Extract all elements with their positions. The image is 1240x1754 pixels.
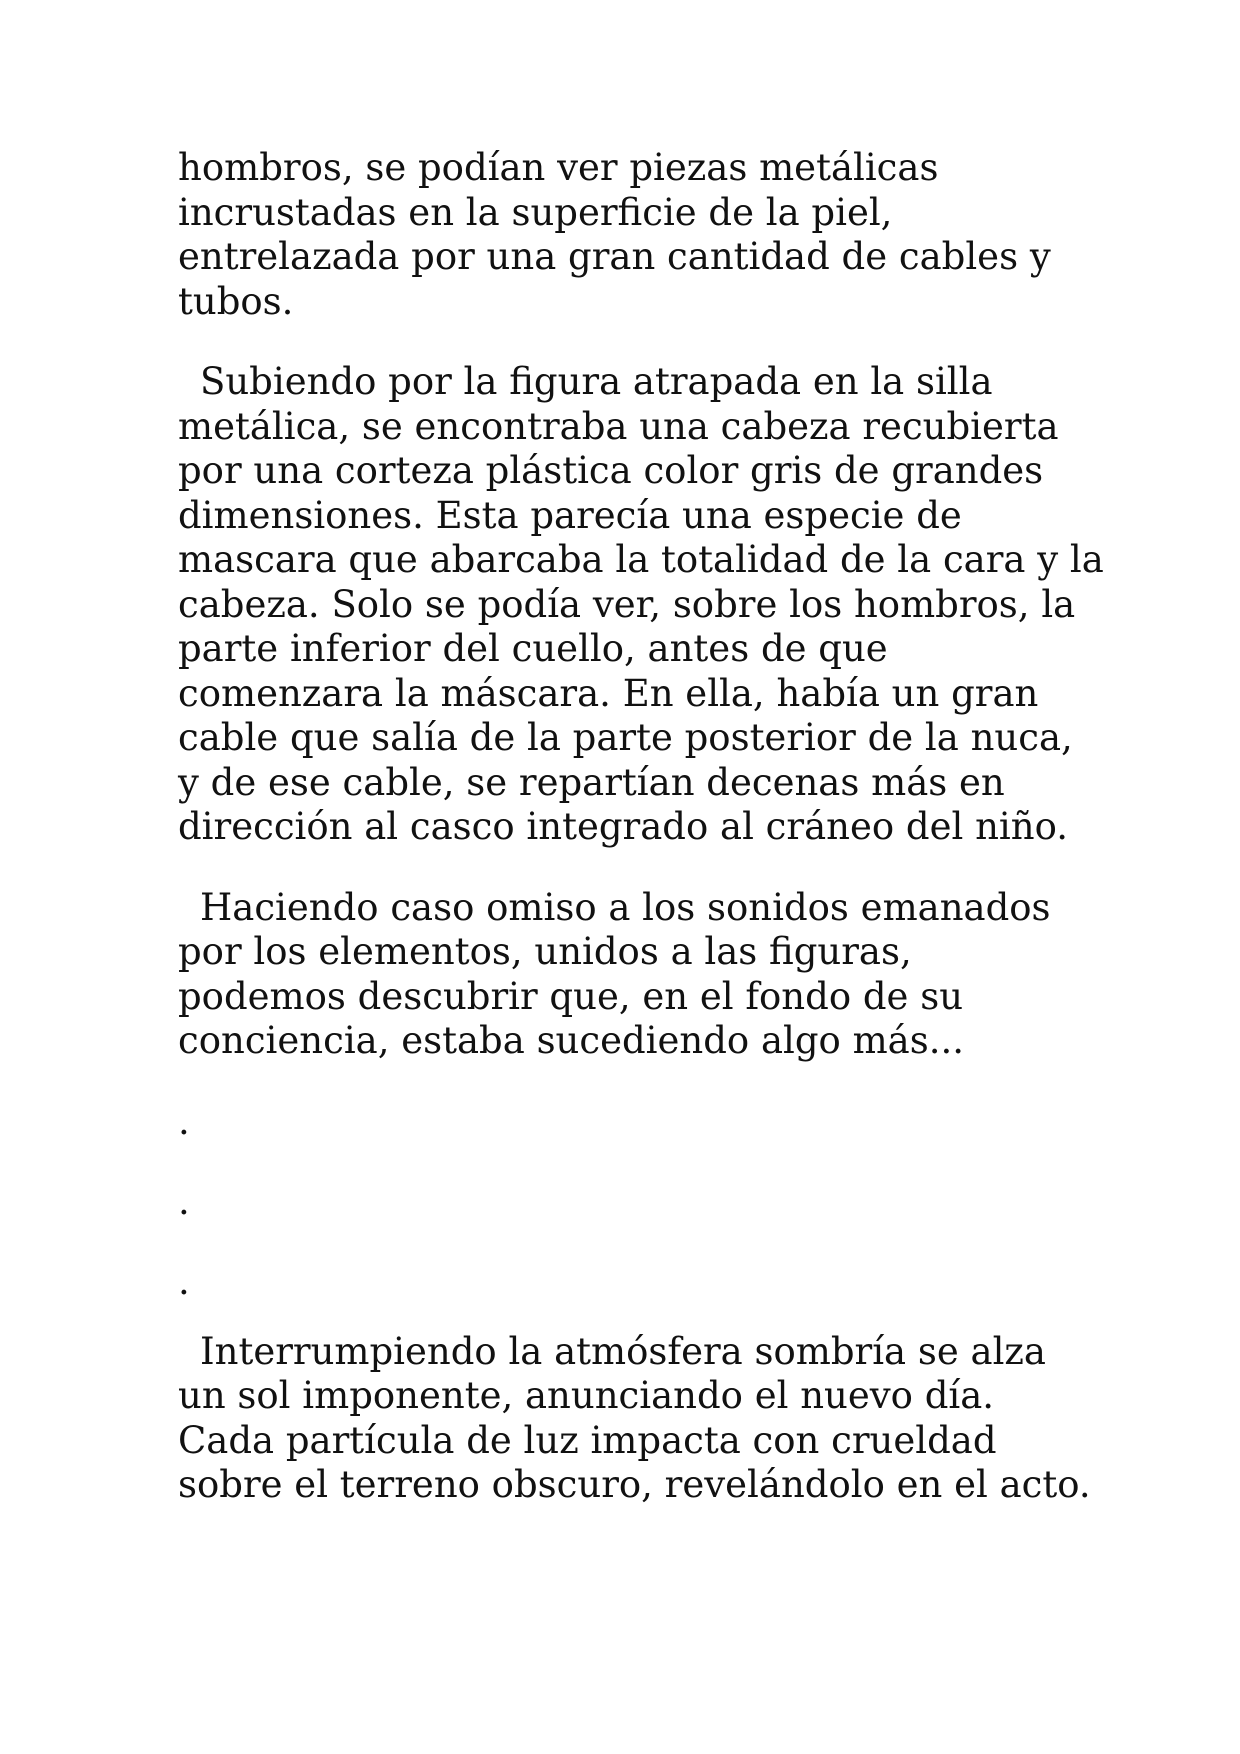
text-line: dimensiones. Esta parecía una especie de [178, 493, 962, 537]
paragraph-1 [178, 146, 1138, 324]
text-line: podemos descubrir que, en el fondo de su [178, 974, 964, 1018]
text-line: por los elementos, unidos a las figuras, [178, 930, 912, 973]
text-line: por una corteza plástica color gris de grandes [178, 449, 1044, 492]
text-line: cabeza. Solo se podía ver, sobre los hombros, la [178, 582, 1076, 626]
text-line: Interrumpiendo la atmósfera sombría se alza [200, 1329, 1046, 1373]
page-text [178, 146, 1138, 1508]
paragraph-4 [178, 1330, 1138, 1508]
text-line: hombros, se podían ver piezas metálicas [178, 146, 939, 189]
text-line: y de ese cable, se repartían decenas más en [178, 760, 1005, 804]
text-line: conciencia, estaba sucediendo algo más... [178, 1019, 964, 1062]
text-line: Subiendo por la figura atrapada en la silla [200, 360, 993, 403]
text-line: incrustadas en la superficie de la piel, [178, 190, 893, 234]
text-line: cable que salía de la parte posterior de la nuca, [178, 716, 1073, 759]
text-line: sobre el terreno obscuro, revelándolo en el acto. [178, 1463, 1091, 1506]
text-line: Cada partícula de luz impacta con crueldad [178, 1418, 997, 1462]
separator-dot: . [178, 1099, 190, 1143]
separator-dot: . [178, 1179, 190, 1223]
text-line: tubos. [178, 279, 294, 323]
text-line: Haciendo caso omiso a los sonidos emanados [200, 885, 1051, 929]
scene-break-dots [178, 1082, 1138, 1322]
paragraph-2 [178, 360, 1138, 850]
text-line: parte inferior del cuello, antes de que [178, 627, 888, 670]
text-line: dirección al casco integrado al cráneo del niño. [178, 805, 1068, 848]
paragraph-gap [178, 324, 1138, 360]
text-line: comenzara la máscara. En ella, había un gran [178, 671, 1039, 715]
text-line: entrelazada por una gran cantidad de cables y [178, 235, 1051, 278]
text-line: mascara que abarcaba la totalidad de la cara y la [178, 538, 1104, 581]
paragraph-3 [178, 886, 1138, 1064]
text-line: un sol imponente, anunciando el nuevo día. [178, 1374, 995, 1417]
paragraph-gap [178, 850, 1138, 886]
text-line: metálica, se encontraba una cabeza recubierta [178, 404, 1059, 448]
separator-dot: . [178, 1259, 190, 1303]
